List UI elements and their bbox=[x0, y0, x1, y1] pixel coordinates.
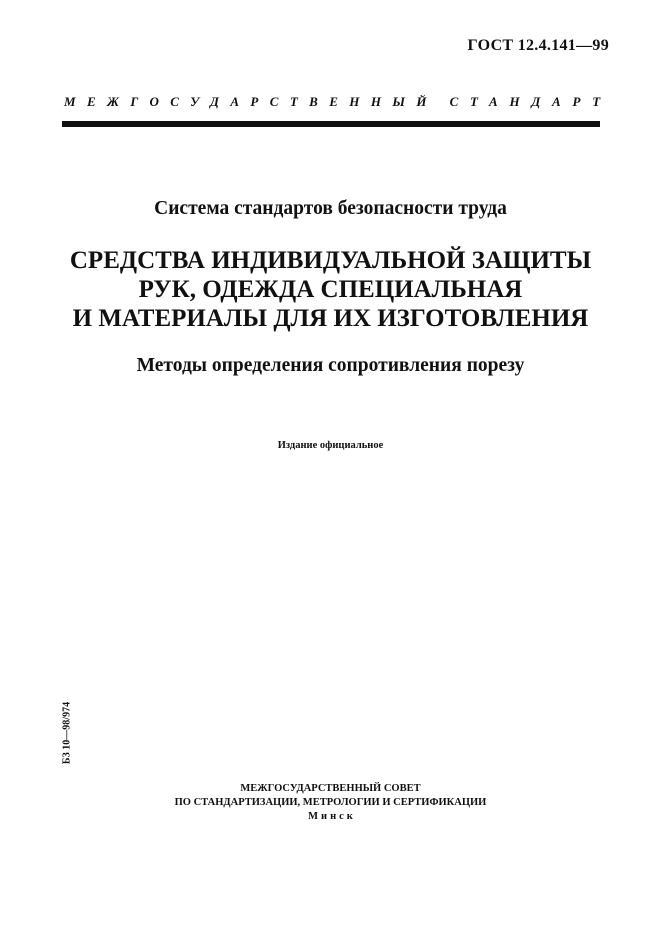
publisher-line-2: ПО СТАНДАРТИЗАЦИИ, МЕТРОЛОГИИ И СЕРТИФИКАЦИИ bbox=[174, 797, 487, 808]
publisher-city: Минск bbox=[308, 811, 356, 822]
side-reference-code: БЗ 10—98/974 bbox=[61, 701, 73, 765]
main-title bbox=[0, 246, 661, 333]
edition-note: Издание официальное bbox=[277, 440, 384, 451]
standard-type-heading bbox=[64, 94, 612, 110]
main-title-line-3: И МАТЕРИАЛЫ ДЛЯ ИХ ИЗГОТОВЛЕНИЯ bbox=[72, 305, 589, 332]
publisher-line-1: МЕЖГОСУДАРСТВЕННЫЙ СОВЕТ bbox=[240, 783, 421, 794]
subtitle: Методы определения сопротивления порезу bbox=[136, 355, 525, 376]
header-divider bbox=[62, 121, 600, 127]
standard-type-word-2: СТАНДАРТ bbox=[449, 94, 612, 109]
gost-code: ГОСТ 12.4.141—99 bbox=[467, 37, 609, 54]
main-title-line-1: СРЕДСТВА ИНДИВИДУАЛЬНОЙ ЗАЩИТЫ bbox=[69, 247, 592, 274]
publisher-block bbox=[0, 782, 661, 824]
system-name: Система стандартов безопасности труда bbox=[154, 198, 507, 219]
main-title-line-2: РУК, ОДЕЖДА СПЕЦИАЛЬНАЯ bbox=[138, 276, 523, 303]
standard-type-word-1: МЕЖГОСУДАРСТВЕННЫЙ bbox=[64, 94, 438, 109]
